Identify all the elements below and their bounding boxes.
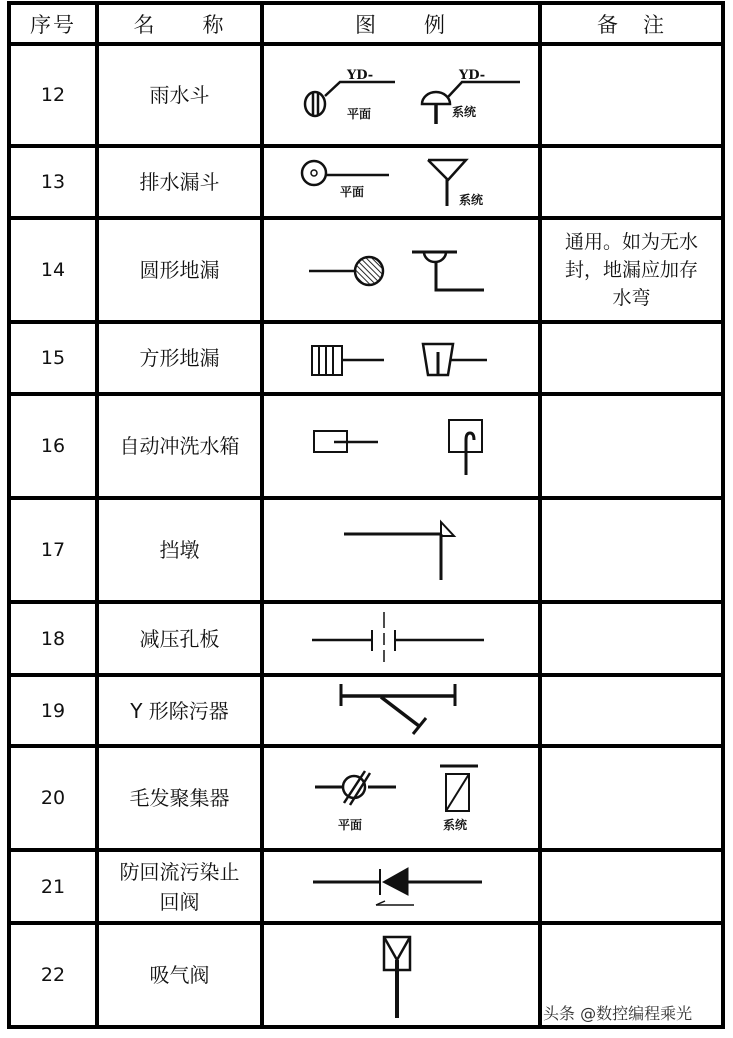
drain-funnel-icon xyxy=(302,160,466,206)
row-no: 19 xyxy=(40,699,66,722)
row-name: 圆形地漏 xyxy=(139,258,220,282)
round-floor-drain-icon xyxy=(309,252,484,290)
row-no: 13 xyxy=(40,171,66,193)
row-name: 吸气阀 xyxy=(149,963,210,987)
air-admittance-valve-icon xyxy=(384,937,410,1018)
row-no: 21 xyxy=(40,875,66,898)
header-name: 名 称 xyxy=(133,12,226,37)
square-floor-drain-icon xyxy=(312,344,487,375)
row-no: 12 xyxy=(40,84,66,106)
watermark: 头条 @数控编程乘光 xyxy=(543,1004,693,1023)
row-name: 方形地漏 xyxy=(139,346,220,370)
row-name: 挡墩 xyxy=(159,538,200,562)
row-no: 14 xyxy=(40,259,66,281)
row-name: Y 形除污器 xyxy=(130,698,229,723)
name-line: 防回流污染止 xyxy=(119,859,240,884)
backflow-preventer-icon xyxy=(313,868,482,905)
legend-label: 平面 xyxy=(340,185,365,199)
legend-label: YD- xyxy=(459,68,486,83)
hair-interceptor-icon xyxy=(315,766,478,811)
row-no: 20 xyxy=(40,787,66,809)
row-name: 毛发聚集器 xyxy=(129,786,230,810)
thrust-block-icon xyxy=(344,522,454,580)
legend-label: 平面 xyxy=(347,107,372,121)
pressure-reducing-orifice-icon xyxy=(312,612,484,662)
row-no: 22 xyxy=(40,964,66,986)
rain-hopper-labels xyxy=(346,68,485,121)
legend-label: 系统 xyxy=(459,193,484,207)
note-line: 封，地漏应加存 xyxy=(564,259,698,281)
legend-label: 系统 xyxy=(452,105,477,119)
auto-flush-tank-icon xyxy=(314,420,482,475)
row-no: 17 xyxy=(40,539,66,561)
name-line: 回阀 xyxy=(159,889,200,914)
rain-hopper-icon xyxy=(305,82,520,124)
y-strainer-icon xyxy=(341,684,455,734)
legend-label: YD- xyxy=(347,68,374,83)
legend-label: 系统 xyxy=(443,818,468,832)
row-name: 雨水斗 xyxy=(149,83,210,107)
note-line: 水弯 xyxy=(612,287,651,309)
header-note: 备 注 xyxy=(597,12,666,37)
row-no: 18 xyxy=(40,627,66,650)
header-legend: 图 例 xyxy=(355,12,447,37)
note-line: 通用。如为无水 xyxy=(564,231,698,253)
legend-label: 平面 xyxy=(338,818,363,832)
row-name: 自动冲洗水箱 xyxy=(119,434,240,458)
row-name: 排水漏斗 xyxy=(139,170,220,194)
header-no: 序号 xyxy=(30,12,76,37)
row-no: 16 xyxy=(40,435,66,457)
row-no: 15 xyxy=(40,347,66,369)
row-name: 减压孔板 xyxy=(139,626,220,651)
